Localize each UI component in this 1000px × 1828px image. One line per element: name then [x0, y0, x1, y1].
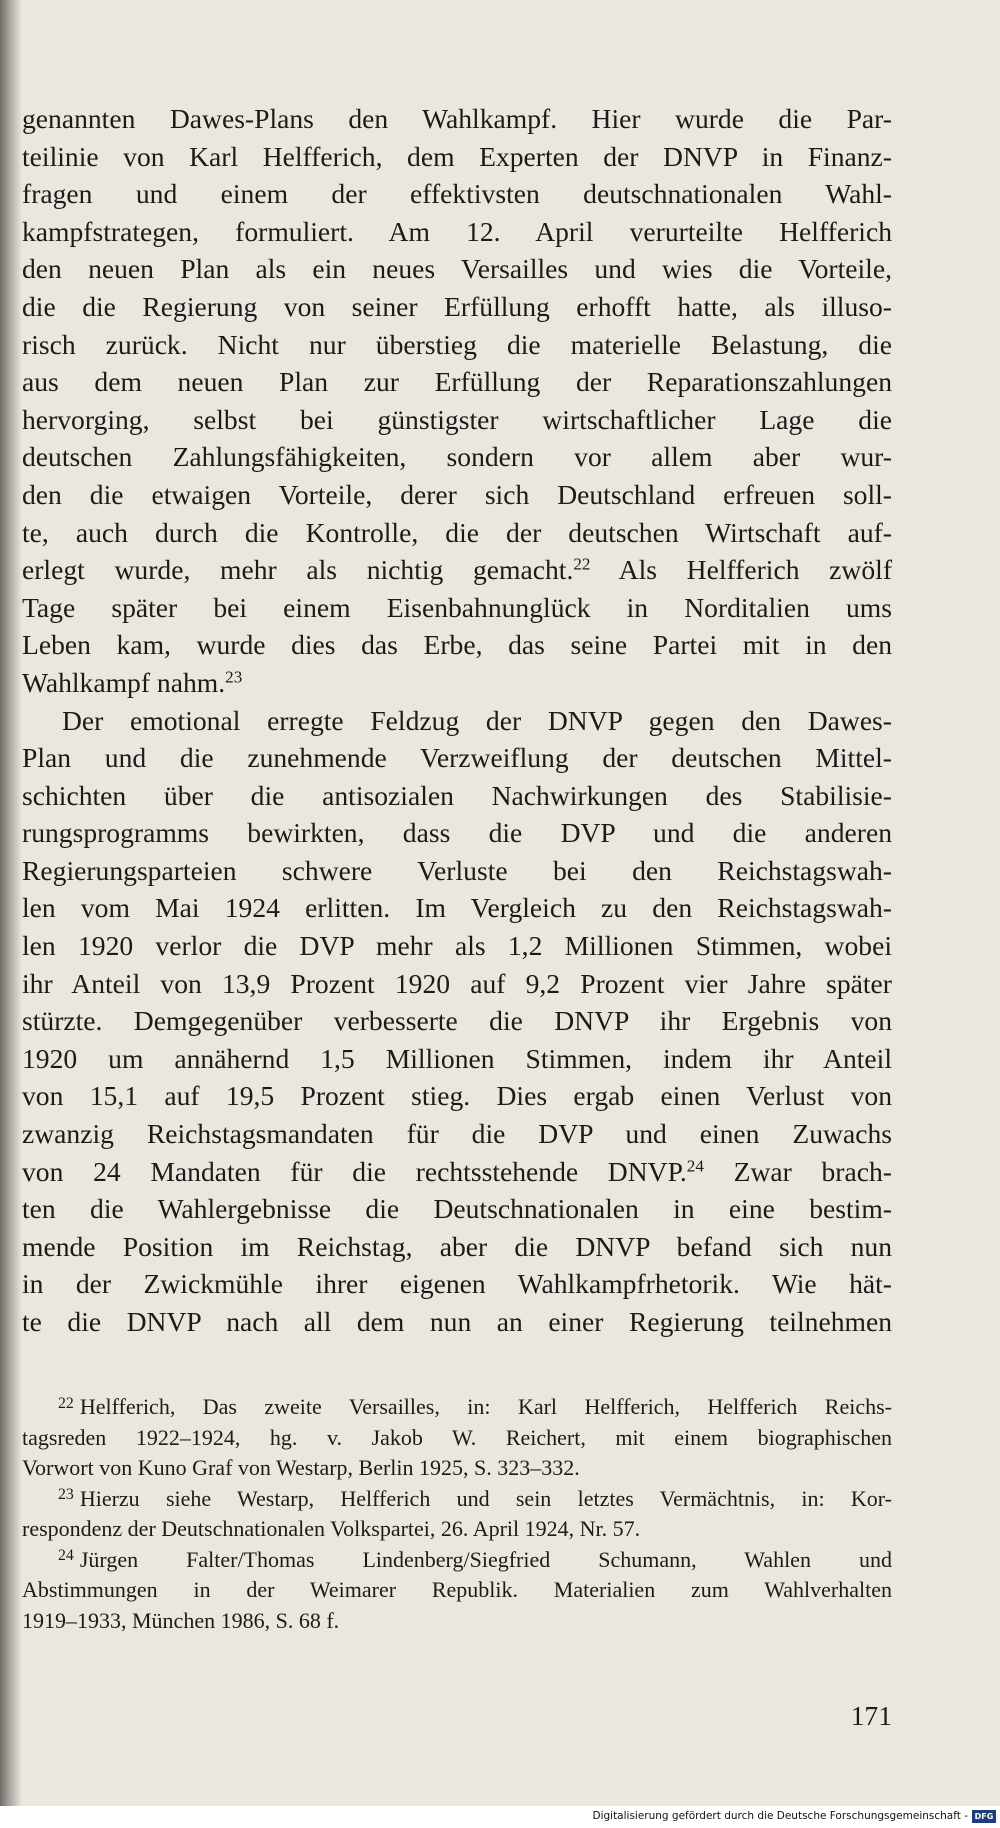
- footnote-22: [22, 1392, 892, 1484]
- dfg-logo-icon: DFG: [972, 1810, 996, 1823]
- footnote-line: Vorwort von Kuno Graf von Westarp, Berlin 1925, S. 323–332.: [22, 1455, 580, 1480]
- footnote-text: Helfferich, Das zweite Versailles, in: Karl Helfferich, Helfferich Reichs-: [79, 1394, 892, 1419]
- text-line: zwanzig Reichstagsmandaten für die DVP und einen Zuwachs: [22, 1118, 892, 1150]
- footnote-ref-24[interactable]: 24: [686, 1156, 704, 1176]
- text-line: [22, 551, 892, 589]
- text-line: den die etwaigen Vorteile, derer sich Deutschland erfreuen soll-: [22, 478, 892, 510]
- text-fragment: Zwar brach-: [733, 1155, 892, 1187]
- text-line: ihr Anteil von 13,9 Prozent 1920 auf 9,2 Prozent vier Jahre später: [22, 967, 892, 999]
- footnote-text: Hierzu siehe Westarp, Helfferich und sein letztes Vermächtnis, in: Kor-: [79, 1485, 892, 1511]
- footnote-line: 1919–1933, München 1986, S. 68 f.: [22, 1607, 340, 1633]
- footnote-text: Jürgen Falter/Thomas Lindenberg/Siegfried Schumann, Wahlen und: [79, 1546, 892, 1572]
- text-line: mende Position im Reichstag, aber die DNVP befand sich nun: [22, 1230, 892, 1262]
- footnote-line: tagsreden 1922–1924, hg. v. Jakob W. Reichert, mit einem biographischen: [22, 1424, 892, 1450]
- digitization-credit-bar: [0, 1806, 1000, 1828]
- footnote-line: [22, 1484, 892, 1515]
- text-line: Der emotional erregte Feldzug der DNVP gegen den Dawes-: [62, 704, 892, 736]
- text-fragment: Wahlkampf nahm.: [22, 666, 226, 698]
- text-fragment: erlegt wurde, mehr als nichtig gemacht.: [22, 554, 574, 586]
- footnote-line: [22, 1392, 892, 1423]
- text-line: te die DNVP nach all dem nun an einer Regierung teilnehmen: [22, 1306, 892, 1337]
- text-line: Regierungsparteien schwere Verluste bei den Reichstagswah-: [22, 854, 892, 886]
- text-line: risch zurück. Nicht nur überstieg die materielle Belastung, die: [22, 328, 892, 360]
- text-line: len 1920 verlor die DVP mehr als 1,2 Millionen Stimmen, wobei: [22, 930, 892, 962]
- text-line: fragen und einem der effektivsten deutschnationalen Wahl-: [22, 178, 892, 210]
- text-line: len vom Mai 1924 erlitten. Im Vergleich zu den Reichstagswah-: [22, 892, 892, 924]
- text-line: in der Zwickmühle ihrer eigenen Wahlkampfrhetorik. Wie hät-: [22, 1268, 892, 1300]
- footnote-number: 22: [58, 1394, 74, 1412]
- footnote-24: [22, 1545, 892, 1637]
- footnote-number: 23: [58, 1486, 74, 1504]
- text-line: hervorging, selbst bei günstigster wirtschaftlicher Lage die: [22, 403, 892, 435]
- text-line: genannten Dawes-Plans den Wahlkampf. Hier wurde die Par-: [22, 103, 892, 134]
- text-line: Tage später bei einem Eisenbahnunglück in Norditalien ums: [22, 591, 892, 623]
- text-line: die die Regierung von seiner Erfüllung erhofft hatte, als illuso-: [22, 290, 892, 322]
- footnote-number: 24: [58, 1547, 74, 1565]
- text-line: Leben kam, wurde dies das Erbe, das seine Partei mit in den: [22, 629, 892, 661]
- text-fragment: Als Helfferich zwölf: [618, 554, 893, 586]
- footnotes: [22, 1392, 892, 1636]
- text-line: aus dem neuen Plan zur Erfüllung der Reparationszahlungen: [22, 366, 892, 398]
- text-line: von 15,1 auf 19,5 Prozent stieg. Dies ergab einen Verlust von: [22, 1080, 892, 1112]
- footnote-ref-22[interactable]: 22: [573, 554, 591, 574]
- body-text: [22, 100, 892, 1341]
- text-line: te, auch durch die Kontrolle, die der deutschen Wirtschaft auf-: [22, 516, 892, 548]
- text-line: ten die Wahlergebnisse die Deutschnationalen in eine bestim-: [22, 1193, 892, 1225]
- binding-shadow: [0, 0, 22, 1806]
- text-line: deutschen Zahlungsfähigkeiten, sondern vor allem aber wur-: [22, 441, 892, 473]
- text-line: schichten über die antisozialen Nachwirkungen des Stabilisie-: [22, 779, 892, 811]
- footnote-ref-23[interactable]: 23: [225, 667, 243, 687]
- text-line: 1920 um annähernd 1,5 Millionen Stimmen, indem ihr Anteil: [22, 1042, 892, 1074]
- text-line: Plan und die zunehmende Verzweiflung der deutschen Mittel-: [22, 742, 892, 774]
- credit-text: Digitalisierung gefördert durch die Deutsche Forschungsgemeinschaft -: [592, 1810, 968, 1822]
- text-line: [22, 1153, 892, 1191]
- text-fragment: von 24 Mandaten für die rechtsstehende DNVP.: [22, 1155, 687, 1187]
- footnote-line: Abstimmungen in der Weimarer Republik. Materialien zum Wahlverhalten: [22, 1577, 892, 1602]
- text-line: kampfstrategen, formuliert. Am 12. April verurteilte Helfferich: [22, 215, 892, 247]
- text-line: stürzte. Demgegenüber verbesserte die DNVP ihr Ergebnis von: [22, 1005, 892, 1037]
- text-line: teilinie von Karl Helfferich, dem Experten der DNVP in Finanz-: [22, 140, 892, 172]
- text-line: rungsprogramms bewirkten, dass die DVP und die anderen: [22, 817, 892, 849]
- text-line: den neuen Plan als ein neues Versailles und wies die Vorteile,: [22, 253, 892, 285]
- footnote-line: [22, 1545, 892, 1576]
- footnote-line: respondenz der Deutschnationalen Volkspartei, 26. April 1924, Nr. 57.: [22, 1516, 641, 1541]
- page-number: 171: [850, 1700, 892, 1731]
- text-line: [22, 664, 892, 702]
- footnote-23: [22, 1484, 892, 1545]
